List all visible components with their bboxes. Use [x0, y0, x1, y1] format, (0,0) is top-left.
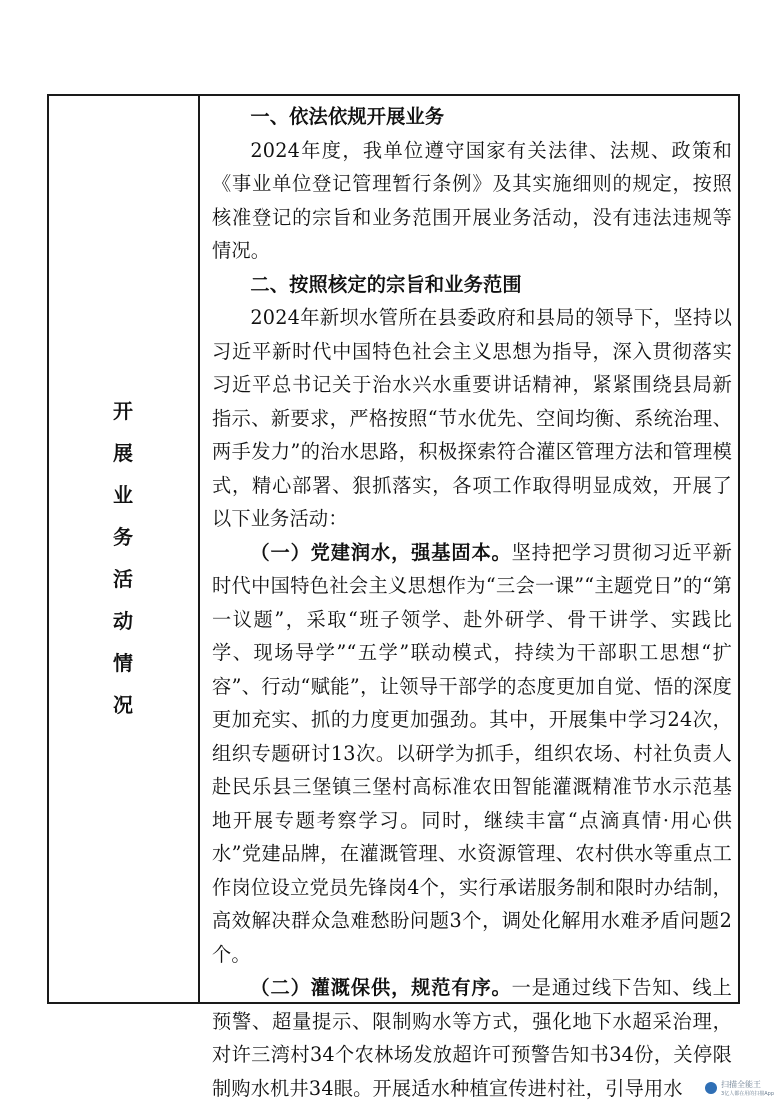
section-paragraph: 2024年度，我单位遵守国家有关法律、法规、政策和《事业单位登记管理暂行条例》及其实施细则的规定，按照核准登记的宗旨和业务范围开展业务活动，没有违法违规等情况。: [212, 138, 732, 262]
item-title: （二）灌溉保供，规范有序。: [250, 976, 512, 999]
watermark-subtext: 3亿人都在用的扫描App: [721, 1091, 774, 1097]
row-label-char: 业: [113, 483, 133, 507]
row-label-char: 情: [113, 651, 133, 675]
section-paragraph: 2024年新坝水管所在县委政府和县局的领导下，坚持以习近平新时代中国特色社会主义思想为指导，深入贯彻落实习近平总书记关于治水兴水重要讲话精神，紧紧围绕县局新指示、新要求，严格按照“节水优先、空间均衡、系统治理、两手发力”的治水思路，积极探索符合灌区管理方法和管理模式，精心部署、狠抓落实，各项工作取得明显成效，开展了以下业务活动：: [212, 306, 732, 530]
item-title: （一）党建润水，强基固本。: [250, 540, 512, 564]
item-paragraph: [212, 971, 732, 1105]
item-body: 一是通过线下告知、线上预警、超量提示、限制购水等方式，强化地下水超采治理，对许三湾村34个农林场发放超许可预警告知书34份，关停限制购水机井34眼。开展适水种植宣传进村社，引导用水: [212, 976, 732, 1100]
watermark-text: 扫描全能王: [721, 1080, 762, 1089]
item-body: 坚持把学习贯彻习近平新时代中国特色社会主义思想作为“三会一课”“主题党日”的“第一议题”，采取“班子领学、赴外研学、骨干讲学、实践比学、现场导学”“五学”联动模式，持续为干部职工思想“扩容”、行动“赋能”，让领导干部学的态度更加自觉、悟的深度更加充实、抓的力度更加强劲。其中，开展集中学习24次，组织专题研讨13次。以研学为抓手，组织农场、村社负责人赴民乐县三堡镇三堡村高标准农田智能灌溉精准节水示范基地开展专题考察学习。同时，继续丰富“点滴真情·用心供水”党建品牌，在灌溉管理、水资源管理、农村供水等重点工作岗位设立党员先锋岗4个，实行承诺服务制和限时办结制，高效解决群众急难愁盼问题3个，调处化解用水难矛盾问题2个。: [212, 540, 732, 966]
section-heading: 一、依法依规开展业务: [250, 105, 445, 128]
item-paragraph: [212, 536, 732, 972]
column-divider: [198, 96, 200, 1002]
row-label-char: 动: [113, 609, 133, 633]
activity-table: [47, 94, 740, 1100]
row-label-char: 活: [113, 567, 133, 591]
row-label-char: 务: [113, 525, 133, 549]
row-label-cell: [49, 96, 198, 1002]
row-label-char: 展: [113, 441, 133, 465]
row-label-char: 开: [113, 399, 133, 423]
section-heading: 二、按照核定的宗旨和业务范围: [250, 272, 522, 296]
content-cell: [212, 100, 732, 1105]
row-label-char: 况: [113, 693, 133, 717]
scanner-watermark: [705, 1079, 774, 1097]
scanner-logo-icon: [705, 1082, 717, 1094]
